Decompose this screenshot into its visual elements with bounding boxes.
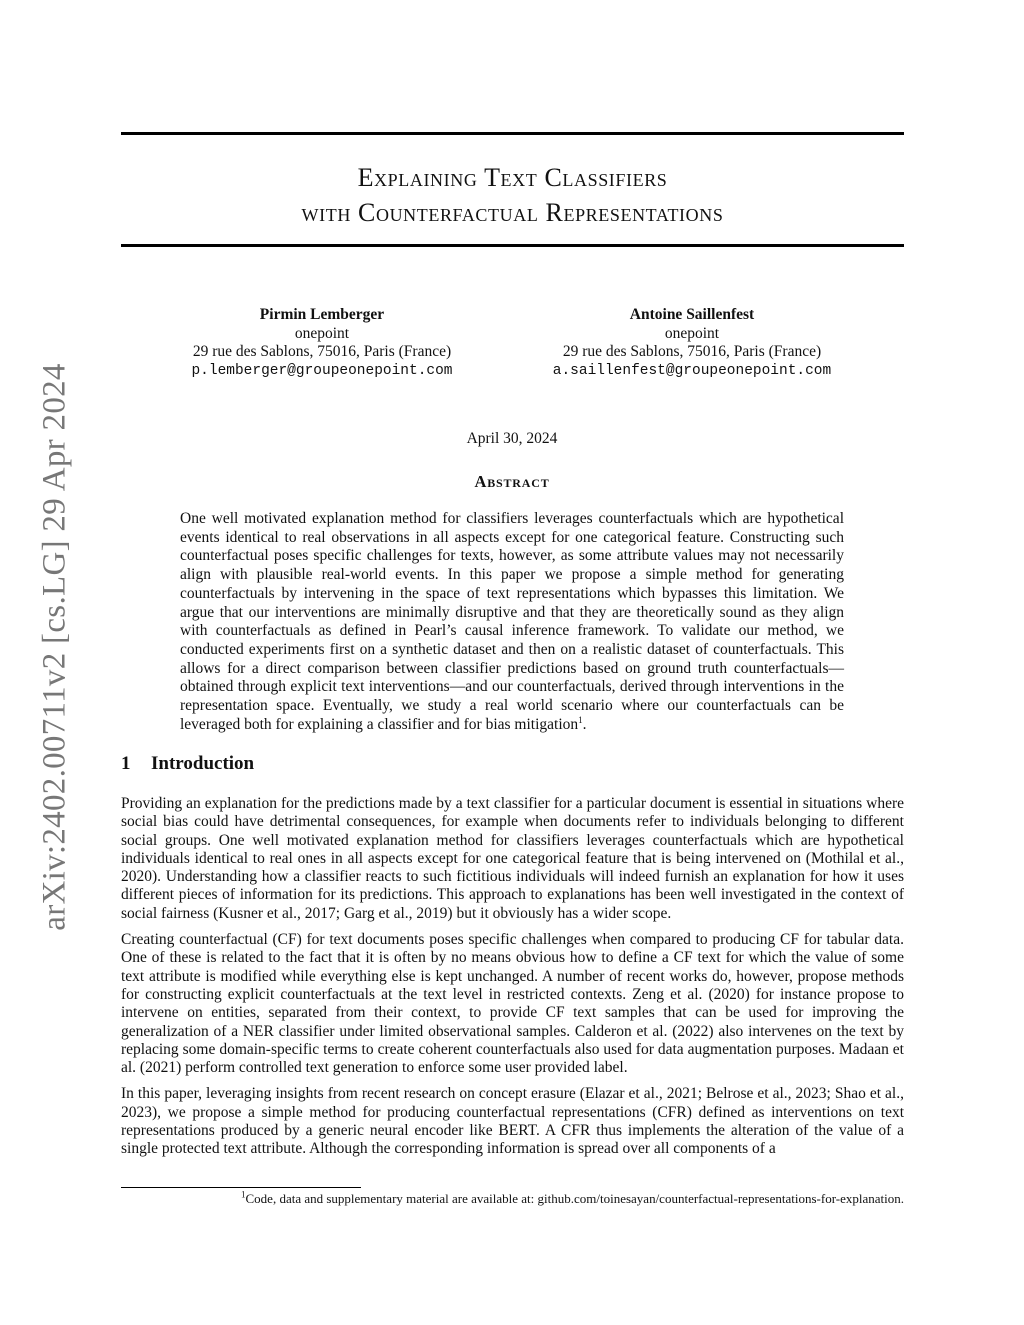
footnote bbox=[121, 1191, 904, 1207]
intro-body bbox=[121, 795, 904, 1167]
abstract-body bbox=[180, 510, 844, 734]
title-line-1: Explaining Text Classifiers bbox=[357, 163, 668, 192]
author-block-1 bbox=[132, 306, 512, 380]
section-heading bbox=[121, 753, 254, 775]
author-address: 29 rue des Sablons, 75016, Paris (France) bbox=[192, 343, 452, 360]
arxiv-stamp: arXiv:2402.00711v2 [cs.LG] 29 Apr 2024 bbox=[36, 363, 73, 931]
author-name: Antoine Saillenfest bbox=[629, 306, 755, 323]
title-line-2: with Counterfactual Representations bbox=[301, 198, 724, 227]
author-name: Pirmin Lemberger bbox=[259, 306, 385, 323]
author-email[interactable]: p.lemberger@groupeonepoint.com bbox=[191, 362, 453, 379]
author-email[interactable]: a.saillenfest@groupeonepoint.com bbox=[552, 362, 832, 379]
abstract-text: One well motivated explanation method for classifiers leverages counterfactuals which are hypothetical events identical to real observations in all aspects except for one categorical feature. Constructing such counterfactual poses specific challenges for texts, however, as some attribute values may not necessarily align with plausible real-world events. In this paper we propose a simple method for generating counterfactuals by intervening in the space of text representations which bypasses this limitation. We argue that our interventions are minimally disruptive and that they are theoretically sound as they align with counterfactuals as defined in Pearl’s causal inference framework. To validate our method, we conducted experiments first on a synthetic dataset and then on a realistic dataset of counterfactuals. This allows for a direct comparison between classifier predictions based on ground truth counterfactuals—obtained through explicit text interventions—and our counterfactuals, derived through interventions in the representation space. Eventually, we study a real world scenario where our counterfactuals can be leveraged both for explaining a classifier and for bias mitigation bbox=[180, 510, 844, 733]
abstract-heading: Abstract bbox=[474, 472, 550, 491]
paper-date: April 30, 2024 bbox=[466, 430, 558, 447]
author-block-2 bbox=[502, 306, 882, 380]
paragraph: Providing an explanation for the predictions made by a text classifier for a particular document is essential in situations where social bias could have detrimental consequences, for example when documents refer to individuals belonging to different social groups. One well motivated explanation method for classifiers leverages counterfactuals which are hypothetical individuals identical to real ones in all aspects except for one categorical feature that is being intervened on (Mothilal et al., 2020). Understanding how a classifier reacts to such fictitious individuals will indeed furnish an explanation for how it uses different pieces of information for its predictions. This approach to explanations has been well investigated in the context of social fairness (Kusner et al., 2017; Garg et al., 2019) but it obviously has a wider scope. bbox=[121, 795, 904, 922]
author-org: onepoint bbox=[294, 324, 350, 342]
footnote-mark: 1 bbox=[241, 1189, 246, 1200]
author-address: 29 rue des Sablons, 75016, Paris (France) bbox=[562, 343, 822, 360]
footnote-rule bbox=[121, 1187, 361, 1188]
paragraph: In this paper, leveraging insights from recent research on concept erasure (Elazar et al., 2021; Belrose et al., 2023; Shao et al., 2023), we propose a simple method for producing counterfactual representations (CFR) defined as interventions on text representations produced by a generic neural encoder like BERT. A CFR thus implements the alteration of the value of a single protected text attribute. Although the corresponding information is spread over all components of a bbox=[121, 1085, 904, 1158]
paper-title bbox=[121, 160, 904, 230]
title-top-rule bbox=[121, 132, 904, 135]
title-bottom-rule bbox=[121, 244, 904, 247]
section-number: 1 bbox=[121, 753, 131, 774]
footnote-text: Code, data and supplementary material are available at: github.com/toinesayan/counterfactual-representations-for-explanation. bbox=[245, 1191, 904, 1206]
section-title: Introduction bbox=[151, 753, 255, 774]
paragraph: Creating counterfactual (CF) for text documents poses specific challenges when compared to producing CF for tabular data. One of these is related to the fact that it is often by no means obvious how to define a CF text for which the value of some text attribute is modified while everything else is kept unchanged. A number of recent works do, however, propose methods for constructing explicit counterfactuals at the text level in restricted contexts. Zeng et al. (2020) for instance propose to intervene on entities, separated from their context, to provide CF text samples that can be used for improving the generalization of a NER classifier under limited observational samples. Calderon et al. (2022) also intervenes on the text by replacing some domain-specific terms to create coherent counterfactuals also used for data augmentation purposes. Madaan et al. (2021) perform controlled text generation to enforce some user provided label. bbox=[121, 931, 904, 1077]
author-org: onepoint bbox=[664, 324, 720, 342]
footnote-ref[interactable]: 1 bbox=[578, 714, 583, 725]
abstract-end: . bbox=[582, 715, 587, 733]
